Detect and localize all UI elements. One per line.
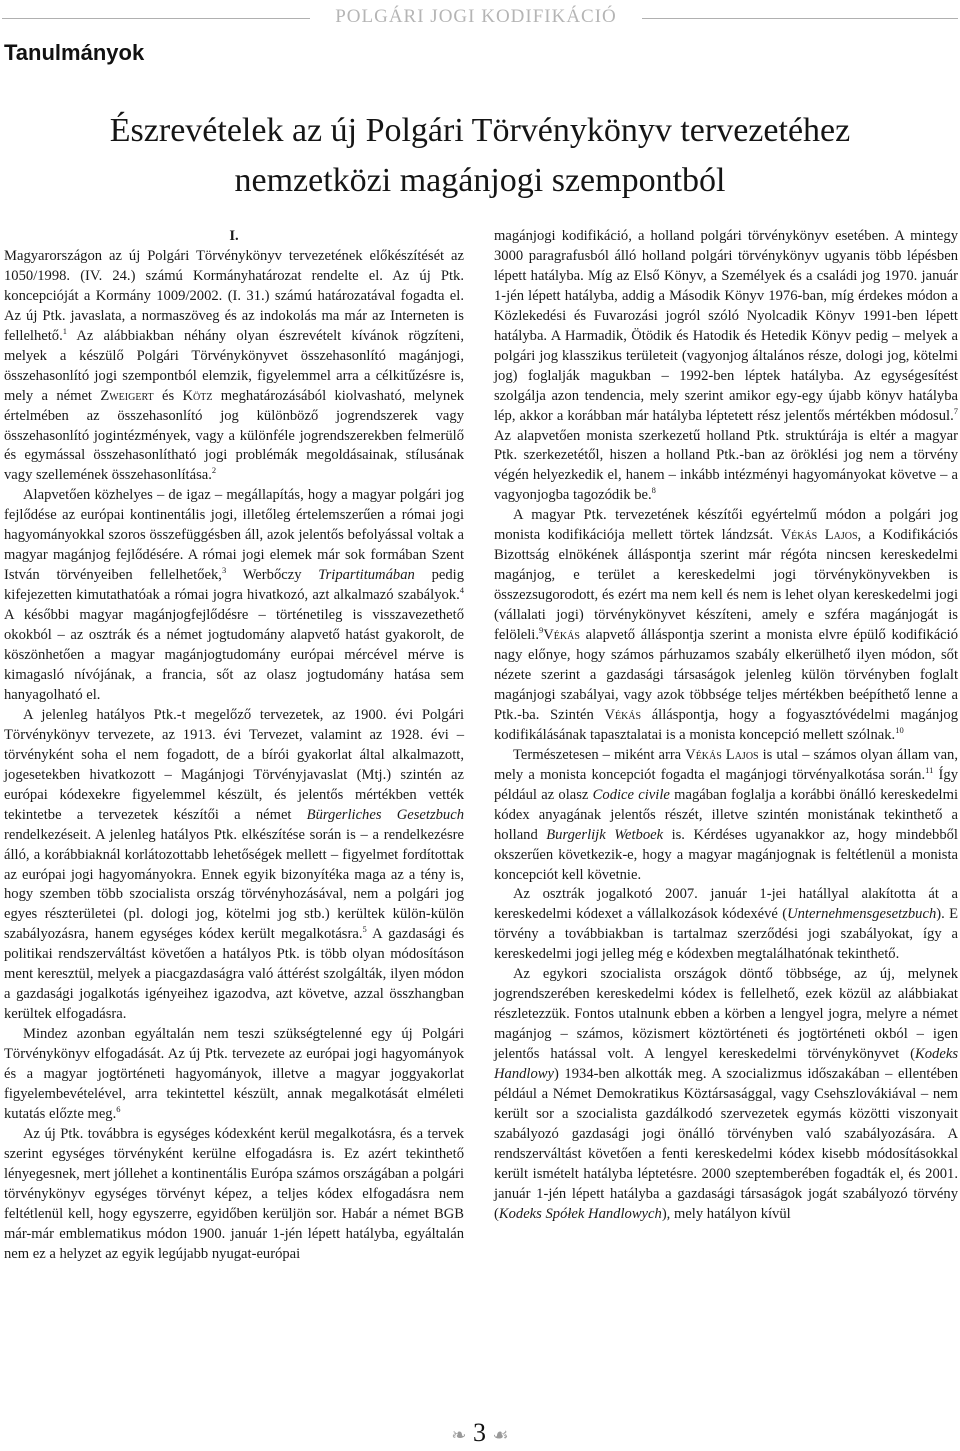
author-name: Vékás (543, 627, 580, 644)
fleuron-right-icon: ☙ (492, 1425, 509, 1445)
author-name: Vékás Lajos (780, 527, 858, 544)
running-header-title: POLGÁRI JOGI KODIFIKÁCIÓ (335, 6, 617, 27)
left-column (4, 227, 464, 1265)
italic-title: Kodeks Handlowy (494, 1046, 958, 1083)
page-number-value: 3 (472, 1418, 486, 1447)
paragraph: Magyarországon az új Polgári Törvénykönyv tervezetének előkészítését az 1050/1998. (IV. 24.) számú Kormányhatározat rendelte el. Az új Ptk. koncepcióját a Kormány 1009/2002. (I. 31.) számú határozatával fogadta el. Az új Ptk. javaslata, a normaszöveg és az indokolás ma már az Interneten is fellelhető.$^1$ Az alábbiakban néhány olyan észrevételt kívánok rögzíteni, melyek a készülő Polgári Törvénykönyvet összehasonlító magánjogi, összehasonlító jogi szempontból elemzik, figyelemmel arra a célkitűzésre is, mely a német Zweigert és Kötz meghatározásából kiolvasható, melynek értelmében az összehasonlító jog különböző jogrendszerek vagy összehasonlító jogintézmények, vagy a különféle jogrendszerekben felmerülő és egymással összehasonlítható jogi problémák megoldásainak, stílusának vagy szellemének összehasonlítása.$^2$ (4, 247, 464, 484)
author-name: Kötz (182, 387, 213, 404)
right-column (494, 227, 958, 1225)
paragraph: Az új Ptk. továbbra is egységes kódexként kerül megalkotásra, és a tervek szerint egységes törvényként kerülne elfogadásra is. Ez azért tekinthető lényegesnek, mert jóllehet a kontinentális Európa számos országában a polgári törvénykönyv egységes törvényt képez, a teljes kódex elfogadásra nem feltétlenül kell, hogy egyszerre, egyidőben kerüljön sor. Habár a német BGB már-már emblematikus módon 1900. január 1-jén lépett hatályba, egyáltalán nem ez a helyzet az egyik legújabb nyugat-európai (4, 1125, 464, 1262)
paragraph: magánjogi kodifikáció, a holland polgári törvénykönyv esetében. A mintegy 3000 paragrafusból álló holland polgári törvénykönyv ugyanis több lépésben lépett hatályba. Míg az Első Könyv, a Személyek és a családi jog 1970. január 1-jén lépett hatályba, addig a Második Könyv 1976-ban, míg érdekes módon a Közlekedési és Fuvarozási jogról szóló Nyolcadik Könyv 1991-ben lépett hatályba. A Harmadik, Ötödik és Hatodik és Hetedik Könyv pedig – melyek a polgári jog klasszikus területeit (vagyonjog általános része, dologi jog, kötelmi jog) foglalják magukban – 1992-ben léptek hatályba. Az egységesítést szolgálja azon tendencia, mely szerint amikor egy-egy újabb könyv hatályba lép, akkor a korábban már hatályba léptetett rész jelentős mértékben módosul.$^7$ Az alapvetően monista szerkezetű holland Ptk. struktúrája is eltér a magyar Ptk. szerkezetétől, hiszen a holland Ptk.-ban az öröklési jog nem a törvény végén helyezkedik el, hanem – inkább intézményi hagyományokat követve – a vagyonjogba tagozódik be.$^8$ (494, 228, 958, 504)
section-numeral: I. (229, 228, 239, 244)
footnote-ref: 7 (953, 405, 958, 416)
author-name: Vékás Lajos (685, 746, 759, 763)
header-rule-right (642, 18, 958, 19)
paragraph: Az egykori szocialista országok döntő többsége, az új, melynek jogrendszerében kereskedelmi kódex is fellelhető, ezek közül az alábbiakat részletezzük. Fontos utalnunk ebben a körben a lengyel jogra, melyre a német magánjog – számos, közismert köztörténeti és jogtörténeti okból – igen jelentős hatással volt. A lengyel kereskedelmi törvénykönyvet (Kodeks Handlowy) 1934-ben alkották meg. A szocializmus időszakában – ellentében például a Német Demokratikus Köztársasággal, vagy Csehszlovákiával – nem került sor a szocialista gazdálkodó szervezetek egymás közötti viszonyait szabályozó gazdasági jogi önálló törvényben való szabályozására. A rendszerváltást követően a fenti kereskedelmi kódex kisebb módosításokkal került ismételt hatályba léptetésre. 2000 szeptemberében fogadták el, és 2001. január 1-jén lépett hatályba a gazdasági társaságok jogát szabályozó törvény (Kodeks Spółek Handlowych), mely hatályon kívül (494, 966, 958, 1222)
footnote-ref: 2 (211, 465, 217, 476)
italic-title: Kodeks Spółek Handlowych (498, 1205, 662, 1222)
paragraph: Alapvetően közhelyes – de igaz – megállapítás, hogy a magyar polgári jog fejlődése az európai kontinentális jogi, illetőleg értelemszerűen a római jogi hagyományokkal szoros összefüggésben áll, azok jelentős befolyással voltak a magyar magánjog fejlődésére. A római jogi elemek már sok formában Szent István törvényeiben fellelhetőek,$^3$ Werbőczy Tripartitumában pedig kifejezetten kimutathatóak a római jogra hivatkozó, azt alkalmazó szabályok.$^4$ A későbbi magyar magánjogfejlődésre – történetileg is visszavezethető okokból – az osztrák és a német jogtudomány alapvető hatást gyakorolt, de köszönhetően a magyar magánjogtudomány európai mércével mérve is kimagasló nívójának, a francia, sőt az olasz jogtudomány hatása sem hanyagolható el. (4, 487, 464, 703)
running-header (0, 6, 960, 28)
footnote-ref: 1 (62, 325, 68, 336)
paragraph: A magyar Ptk. tervezetének készítői egyértelmű módon a polgári jog monista kodifikációja mellett törtek lándzsát. Vékás Lajos, a Kodifikációs Bizottság elnökének álláspontja szerint már régóta nincsen kereskedelmi magánjog, e terület a kereskedelmi jogi törvénykönyvekben is összezsugorodott, és ezért ma nem kell és nem is lehet olyan kereskedelmi jogi (vállalati jogi) törvénykönyvet készíteni, amely e szféra magánjogát is felölelі.$^9$Vékás alapvető álláspontja szerint a monista elvre épülő kodifikáció nagy előnye, hogy számos párhuzamos szabály elkerülhető ilyen módon, sőt nézete szerint a gazdasági társaságok jelenleg külön törvényben foglalt magánjogi szabályai, vagy azok többsége teljes mértékben beépíthető lenne a Ptk.-ba. Szintén Vékás álláspontja, hogy a fogyasztóvédelmi magánjog kodifikálásának tapasztalatai is a monista koncepció mellett szólnak.$^{10}$ (494, 507, 958, 743)
page-number (430, 1418, 530, 1448)
footnote-ref: 3 (221, 565, 227, 576)
italic-title: Unternehmensgesetzbuch (787, 906, 937, 923)
footnote-ref: 11 (925, 764, 934, 775)
footnote-ref: 6 (116, 1104, 121, 1115)
article-title-line-2: nemzetközi magánjogi szempontból (234, 162, 726, 199)
paragraph: Mindez azonban egyáltalán nem teszi szükségtelenné egy új Polgári Törvénykönyv elfogadását. Az új Ptk. tervezete az európai jogi hagyományok és a magyar jogtörténeti hagyományok, illetve a magyar joggyakorlat figyelembevételével, arra tekintettel készült, annak megalkotását elméleti kutatás előzte meg.$^6$ (4, 1026, 464, 1122)
article-title-line-1: Észrevételek az új Polgári Törvénykönyv tervezetéhez (109, 112, 851, 149)
italic-title: Bürgerliches Gesetzbuch (306, 806, 464, 823)
section-label: Tanulmányok (4, 40, 145, 65)
author-name: Zweigert (100, 387, 154, 404)
paragraph: A jelenleg hatályos Ptk.-t megelőző tervezetek, az 1900. évi Polgári Törvénykönyv tervezete, az 1913. évi Tervezet, valamint az 1928. évi – törvényként soha el nem fogadott, de a bírói gyakorlat által alkalmazott, jogesetekben hivatkozott – Magánjogi Törvényjavaslat (Mtj.) szintén az európai kódexekre figyelemmel készült, és jelentős mértékben vették tekintetbe a tervezetek készítői a német Bürgerliches Gesetzbuch rendelkezéseit. A jelenleg hatályos Ptk. elkészítése során is – a rendelkezésre álló, a korábbiaknál korlátozottabb lehetőségek mellett – figyelmet fordítottak az európai jogi hagyományokra. Ennek egyik bizonyítéka maga az a tény is, hogy szemben több szocialista ország törvényhozásával, nem a polgári jog egyes részterületei (pl. dologi jog, kötelmi jog stb.) kerültek külön-külön szabályozásra, hanem egységes kódex került megalkotásra.$^5$ A gazdasági és politikai rendszerváltást követően a hatályos Ptk. is több olyan módosításon ment keresztül, melyek a piacgazdaságra való áttérést szolgálták, ilyen módon a gazdasági jogalkotás igényeihez igazodva, azt követve, azzal összhangban kerültek elfogadásra. (4, 706, 464, 1023)
paragraph: Az osztrák jogalkotó 2007. január 1-jei hatállyal alakította át a kereskedelmi kódexet a vállalkozások kódexévé (Unternehmensgesetzbuch). E törvény a továbbiakban is tartalmaz szerződési jogi szabályokat, így a kereskedelmi jogi jelleg még e kódexben megtalálhatónak tekinthető. (494, 886, 958, 963)
italic-title: Codice civile (592, 786, 670, 803)
article-title (0, 106, 960, 206)
footnote-ref: 5 (362, 924, 367, 935)
paragraph: Természetesen – miként arra Vékás Lajos is utal – számos olyan állam van, mely a monista koncepciót fogadta el magánjogi törvényalkotása során.$^{11}$ Így például az olasz Codice civile magában foglalja a korábbi önálló kereskedelmi kódex anyagának jelentős részét, illetve szintén monistának tekinthető a holland Burgerlijk Wetboek is. Kérdéses ugyanakkor az, hogy mindebből okszerűen következik-e, hogy a magyar magánjognak is feltétlenül a monista koncepciót kell követnie. (494, 746, 958, 883)
footnote-ref: 8 (651, 485, 656, 496)
footnote-ref: 9 (538, 625, 544, 636)
italic-title: Burgerlijk Wetboek (546, 826, 664, 843)
footnote-ref: 10 (895, 724, 904, 735)
fleuron-left-icon: ❧ (451, 1425, 467, 1445)
author-name: Vékás (604, 706, 642, 723)
footnote-ref: 4 (459, 585, 464, 596)
italic-title: Tripartitumában (318, 567, 415, 584)
header-rule-left (2, 18, 310, 19)
